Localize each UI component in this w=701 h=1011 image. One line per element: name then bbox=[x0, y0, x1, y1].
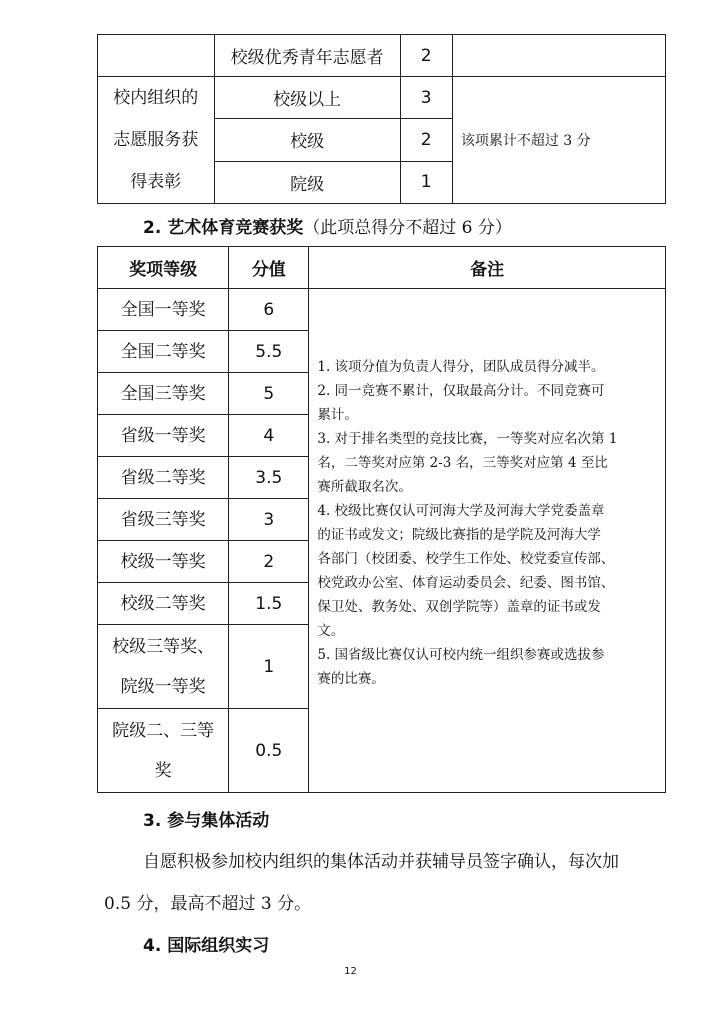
section-2-title: 2. 艺术体育竞赛获奖 bbox=[143, 218, 304, 238]
score-cell: 4 bbox=[229, 415, 309, 457]
arts-sports-award-table bbox=[97, 246, 666, 793]
group-label-line: 校内组织的 bbox=[113, 88, 199, 108]
award-cell: 省级二等奖 bbox=[98, 457, 229, 499]
remark-line: 名，二等奖对应第 2-3 名，三等奖对应第 4 至比 bbox=[317, 455, 608, 471]
group-label-line: 得表彰 bbox=[130, 172, 182, 192]
award-cell: 全国二等奖 bbox=[98, 331, 229, 373]
award-cell: 全国一等奖 bbox=[98, 289, 229, 331]
section-4-heading: 4. 国际组织实习 bbox=[143, 936, 270, 956]
volunteer-honor-table bbox=[97, 34, 666, 204]
table-cell-item: 校级优秀青年志愿者 bbox=[214, 35, 400, 77]
remark-line: 3. 对于排名类型的竞技比赛，一等奖对应名次第 1 bbox=[317, 431, 618, 447]
table-cell-item: 校级 bbox=[214, 119, 400, 161]
award-line: 校级三等奖、 bbox=[112, 636, 215, 657]
header-score: 分值 bbox=[229, 247, 309, 289]
remark-line: 累计。 bbox=[317, 407, 358, 423]
score-cell: 3.5 bbox=[229, 457, 309, 499]
score-cell: 6 bbox=[229, 289, 309, 331]
award-line: 奖 bbox=[154, 760, 172, 781]
remark-line: 1. 该项分值为负责人得分，团队成员得分减半。 bbox=[317, 359, 605, 375]
score-cell: 2 bbox=[229, 541, 309, 583]
empty-cell bbox=[452, 35, 665, 77]
award-cell: 全国三等奖 bbox=[98, 373, 229, 415]
section-3-body-line: 0.5 分，最高不超过 3 分。 bbox=[104, 894, 312, 914]
award-line: 院级一等奖 bbox=[120, 676, 206, 697]
table-cell-score: 2 bbox=[400, 119, 452, 161]
group-label-cell bbox=[98, 77, 215, 204]
remark-line: 5. 国省级比赛仅认可校内统一组织参赛或选拔参 bbox=[317, 647, 605, 663]
table-cell-score: 2 bbox=[400, 35, 452, 77]
award-cell: 校级二等奖 bbox=[98, 583, 229, 625]
score-cell: 0.5 bbox=[229, 709, 309, 793]
score-cell: 1 bbox=[229, 625, 309, 709]
score-cell: 5.5 bbox=[229, 331, 309, 373]
remark-line: 赛的比赛。 bbox=[317, 671, 385, 687]
table-cell-item: 院级 bbox=[214, 161, 400, 203]
award-cell: 省级一等奖 bbox=[98, 415, 229, 457]
score-cell: 1.5 bbox=[229, 583, 309, 625]
table-cell-score: 1 bbox=[400, 161, 452, 203]
remark-line: 各部门（校团委、校学生工作处、校党委宣传部、 bbox=[317, 551, 615, 567]
award-cell bbox=[98, 709, 229, 793]
remark-line: 2. 同一竞赛不累计，仅取最高分计。不同竞赛可 bbox=[317, 383, 605, 399]
award-line: 院级二、三等 bbox=[112, 720, 215, 741]
page-number: 12 bbox=[344, 966, 357, 977]
table-cell-score: 3 bbox=[400, 77, 452, 119]
award-cell: 校级一等奖 bbox=[98, 541, 229, 583]
award-cell bbox=[98, 625, 229, 709]
remark-line: 4. 校级比赛仅认可河海大学及河海大学党委盖章 bbox=[317, 503, 605, 519]
header-remarks: 备注 bbox=[309, 247, 666, 289]
remark-line: 赛所截取名次。 bbox=[317, 479, 412, 495]
remarks-cell bbox=[309, 289, 666, 793]
section-2-note: （此项总得分不超过 6 分） bbox=[303, 218, 512, 238]
section-3-heading: 3. 参与集体活动 bbox=[143, 811, 270, 831]
remark-line: 的证书或发文；院级比赛指的是学院及河海大学 bbox=[317, 527, 601, 543]
section-2-heading bbox=[143, 213, 512, 238]
empty-cell bbox=[98, 35, 215, 77]
table-cell-note: 该项累计不超过 3 分 bbox=[452, 77, 665, 204]
section-3-body-line: 自愿积极参加校内组织的集体活动并获辅导员签字确认，每次加 bbox=[143, 852, 619, 872]
remark-line: 文。 bbox=[317, 623, 345, 639]
header-award-level: 奖项等级 bbox=[98, 247, 229, 289]
score-cell: 5 bbox=[229, 373, 309, 415]
award-cell: 省级三等奖 bbox=[98, 499, 229, 541]
table-cell-item: 校级以上 bbox=[214, 77, 400, 119]
group-label-line: 志愿服务获 bbox=[113, 130, 199, 150]
remark-line: 保卫处、教务处、双创学院等）盖章的证书或发 bbox=[317, 599, 601, 615]
score-cell: 3 bbox=[229, 499, 309, 541]
remark-line: 校党政办公室、体育运动委员会、纪委、图书馆、 bbox=[317, 575, 615, 591]
